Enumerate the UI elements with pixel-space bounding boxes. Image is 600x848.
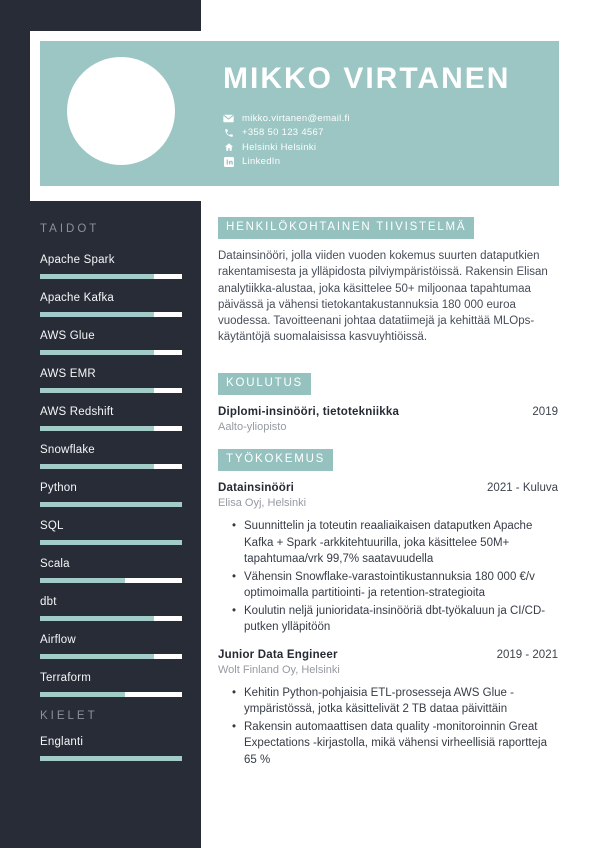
skill-label: Scala — [40, 558, 70, 570]
entry-title: Junior Data Engineer — [218, 648, 338, 661]
education-section — [218, 357, 558, 433]
skills-heading: TAIDOT — [40, 223, 100, 235]
entry — [218, 649, 558, 769]
skill-bar — [40, 540, 182, 545]
contact-row[interactable] — [223, 111, 350, 126]
skill-item — [40, 367, 182, 393]
skill-bar — [40, 502, 182, 507]
experience-section — [218, 433, 558, 768]
profile-photo — [67, 57, 175, 165]
linkedin-icon — [223, 157, 234, 167]
entry-date: 2019 — [532, 406, 558, 419]
bullet-item: • Vähensin Snowflake-varastointikustannuksia 180 000 €/v optimoimalla partitiointi- ja retention-strategioita — [232, 569, 558, 602]
skill-item — [40, 291, 182, 317]
skill-item — [40, 519, 182, 545]
languages-list — [40, 735, 182, 761]
education-list — [218, 406, 558, 433]
skill-bar-fill — [40, 464, 154, 469]
skill-bar — [40, 312, 182, 317]
skill-bar — [40, 388, 182, 393]
skill-bar-fill — [40, 654, 154, 659]
skill-bar-fill — [40, 540, 182, 545]
skill-bar — [40, 350, 182, 355]
skill-label: SQL — [40, 520, 64, 532]
language-label: Englanti — [40, 736, 84, 748]
skill-item — [40, 633, 182, 659]
skill-bar-fill — [40, 502, 182, 507]
bullet-item: • Rakensin automaattisen data quality -monitoroinnin Great Expectations -kirjastolla, mikä vähensi virheellisiä raportteja 65 % — [232, 719, 558, 769]
skill-bar — [40, 464, 182, 469]
language-bar — [40, 756, 182, 761]
summary-text: Datainsinööri, jolla viiden vuoden kokemus suurten dataputkien rakentamisesta ja ylläpidosta pilviympäristöissä. Rakensin Elisan analytiikka-alustaa, joka käsittelee 50+ miljoonaa tapahtumaa päivässä ja vähensi tietokantakustannuksia 180 000 euroa vuodessa. Tavoitteenani johtaa datatiimejä ja kehittää MLOps-käytäntöjä suomalaisissa kasvuyhtiöissä. — [218, 250, 548, 344]
contact-row[interactable] — [223, 155, 350, 170]
skill-bar — [40, 578, 182, 583]
phone-icon — [223, 128, 234, 138]
skill-bar-fill — [40, 388, 154, 393]
skill-item — [40, 253, 182, 279]
skill-item — [40, 671, 182, 697]
skill-label: AWS EMR — [40, 368, 96, 380]
skill-bar — [40, 274, 182, 279]
contact-list — [223, 111, 350, 169]
entry-head — [218, 406, 558, 418]
language-item — [40, 735, 182, 761]
job-list — [218, 482, 558, 768]
summary-heading: HENKILÖKOHTAINEN TIIVISTELMÄ — [218, 217, 474, 239]
header-banner-frame — [30, 31, 559, 201]
entry — [218, 406, 558, 433]
skill-label: dbt — [40, 596, 57, 608]
header-banner — [40, 41, 559, 186]
skill-item — [40, 595, 182, 621]
entry-title: Diplomi-insinööri, tietotekniikka — [218, 406, 400, 419]
email-icon — [223, 114, 234, 123]
bullet-list — [218, 685, 558, 769]
skill-bar — [40, 654, 182, 659]
skill-label: Apache Kafka — [40, 292, 115, 304]
entry-org: Elisa Oyj, Helsinki — [218, 497, 307, 510]
entry — [218, 482, 558, 636]
entry-head — [218, 482, 558, 494]
skill-item — [40, 443, 182, 469]
skill-bar — [40, 426, 182, 431]
skill-bar-fill — [40, 312, 154, 317]
bullet-item: • Suunnittelin ja toteutin reaaliaikaisen dataputken Apache Kafka + Spark -arkkitehtuurilla, joka käsittelee 50M+ tapahtumaa/vrk 99,7% saatavuudella — [232, 518, 558, 568]
skill-bar-fill — [40, 274, 154, 279]
bullet-item: • Koulutin neljä junioridata-insinööriä dbt-työkaluun ja CI/CD-putken ylläpitöön — [232, 603, 558, 636]
contact-text: Helsinki Helsinki — [242, 141, 317, 153]
skill-label: Apache Spark — [40, 254, 115, 266]
entry-date: 2021 - Kuluva — [487, 482, 558, 495]
person-name: MIKKO VIRTANEN — [223, 62, 511, 95]
experience-heading: TYÖKOKEMUS — [218, 449, 333, 471]
language-bar-fill — [40, 756, 182, 761]
contact-row — [223, 126, 350, 141]
skill-item — [40, 329, 182, 355]
skill-label: Airflow — [40, 634, 76, 646]
entry-org: Wolt Finland Oy, Helsinki — [218, 663, 340, 676]
entry-title: Datainsinööri — [218, 482, 295, 495]
skill-label: AWS Glue — [40, 330, 95, 342]
skill-bar-fill — [40, 350, 154, 355]
skill-label: Terraform — [40, 672, 92, 684]
education-heading: KOULUTUS — [218, 373, 311, 395]
skill-bar-fill — [40, 426, 154, 431]
contact-text: mikko.virtanen@email.fi — [242, 112, 350, 124]
skill-label: AWS Redshift — [40, 406, 114, 418]
skill-bar — [40, 692, 182, 697]
skill-bar — [40, 616, 182, 621]
skill-label: Python — [40, 482, 78, 494]
skill-bar-fill — [40, 578, 125, 583]
contact-text: LinkedIn — [242, 156, 281, 168]
summary-section — [218, 217, 558, 346]
skills-list — [40, 253, 182, 697]
skill-label: Snowflake — [40, 444, 95, 456]
home-icon — [223, 142, 234, 152]
contact-row — [223, 140, 350, 155]
skill-bar-fill — [40, 616, 154, 621]
bullet-list — [218, 518, 558, 636]
languages-heading: KIELET — [40, 710, 98, 722]
entry-date: 2019 - 2021 — [496, 648, 558, 661]
contact-text: +358 50 123 4567 — [242, 127, 324, 139]
skill-item — [40, 405, 182, 431]
skill-item — [40, 557, 182, 583]
skill-bar-fill — [40, 692, 125, 697]
main-content — [218, 217, 558, 769]
skill-item — [40, 481, 182, 507]
entry-org: Aalto-yliopisto — [218, 421, 287, 434]
entry-head — [218, 649, 558, 661]
bullet-item: • Kehitin Python-pohjaisia ETL-prosesseja AWS Glue -ympäristössä, jotka käsittelivät 2 TB dataa päivittäin — [232, 685, 558, 718]
